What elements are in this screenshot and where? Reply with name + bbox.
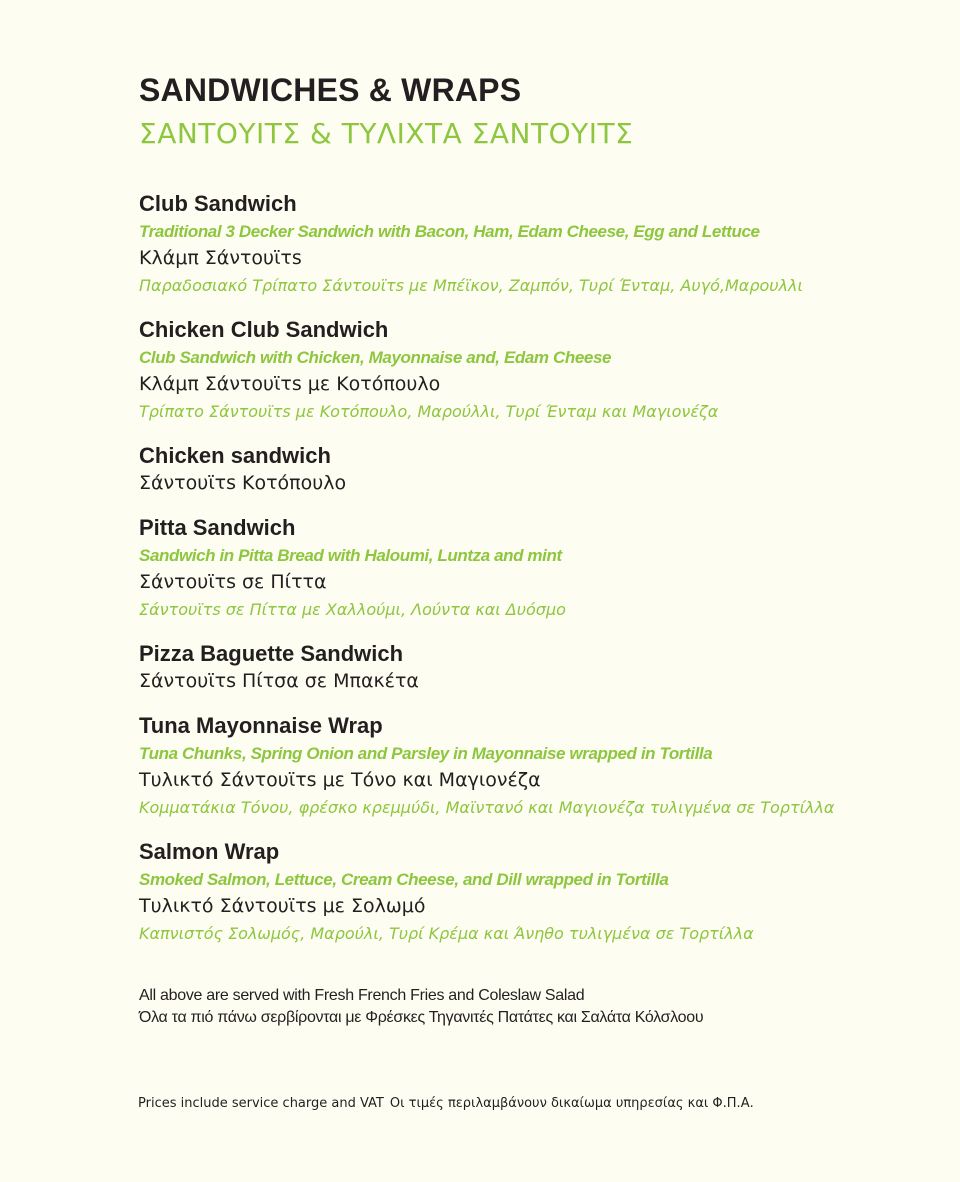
item-name-greek: Σάντουϊτs Πίτσα σε Μπακέτα [139, 670, 419, 692]
item-description: Club Sandwich with Chicken, Mayonnaise and, Edam Cheese [139, 348, 612, 367]
menu-items [139, 190, 939, 947]
item-description-greek: Σάντουϊτs σε Πίττα με Χαλλούμι, Λούντα και Δυόσμο [139, 600, 566, 619]
item-name: Chicken sandwich [139, 443, 331, 468]
item-description-greek: Κομματάκια Τόνου, φρέσκο κρεμμύδι, Μαϊντανό και Μαγιονέζα τυλιγμένα σε Τορτίλλα [139, 798, 835, 817]
page-title: SANDWICHES & WRAPS [139, 72, 522, 108]
served-with-note-english: All above are served with Fresh French Fries and Coleslaw Salad [139, 987, 585, 1004]
item-name: Pitta Sandwich [139, 515, 296, 540]
item-name-greek: Σάντουϊτs Κοτόπουλο [139, 472, 347, 494]
page-title-greek: ΣΑΝΤΟΥΙΤΣ & ΤΥΛΙΧΤΑ ΣΑΝΤΟΥΙΤΣ [139, 117, 634, 150]
menu-item [139, 442, 939, 497]
item-name-greek: Τυλικτό Σάντουϊτs με Τόνο και Μαγιονέζα [139, 769, 541, 791]
menu-item [139, 712, 939, 821]
menu-item [139, 190, 939, 299]
item-description-greek: Τρίπατο Σάντουϊτs με Κοτόπουλο, Μαρούλλι, Τυρί Ένταμ και Μαγιονέζα [139, 402, 719, 421]
item-name: Salmon Wrap [139, 839, 280, 864]
prices-note-greek: Οι τιμές περιλαμβάνουν δικαίωμα υπηρεσίας και Φ.Π.Α. [389, 1096, 754, 1111]
item-description: Sandwich in Pitta Bread with Haloumi, Luntza and mint [139, 546, 562, 565]
item-name: Pizza Baguette Sandwich [139, 641, 404, 666]
item-description: Smoked Salmon, Lettuce, Cream Cheese, and Dill wrapped in Tortilla [139, 870, 669, 889]
item-name-greek: Τυλικτό Σάντουϊτs με Σολωμό [139, 895, 426, 917]
item-description-greek: Παραδοσιακό Τρίπατο Σάντουϊτs με Μπέϊκον, Ζαμπόν, Τυρί Ένταμ, Αυγό,Μαρουλλι [139, 276, 803, 295]
menu-item [139, 838, 939, 947]
prices-note [138, 1095, 754, 1113]
item-name: Chicken Club Sandwich [139, 317, 389, 342]
item-name: Club Sandwich [139, 191, 297, 216]
item-name-greek: Κλάμπ Σάντουϊτs [139, 247, 302, 269]
item-name-greek: Σάντουϊτs σε Πίττα [139, 571, 327, 593]
served-with-note-greek: Όλα τα πιό πάνω σερβίρονται με Φρέσκες Τηγανιτές Πατάτες και Σαλάτα Κόλσλοου [139, 1009, 704, 1026]
menu-page [139, 70, 939, 1029]
menu-item [139, 514, 939, 623]
item-name: Tuna Mayonnaise Wrap [139, 713, 383, 738]
menu-item [139, 316, 939, 425]
item-name-greek: Κλάμπ Σάντουϊτs με Κοτόπουλο [139, 373, 441, 395]
prices-note-english: Prices include service charge and VAT [138, 1096, 384, 1111]
item-description-greek: Καπνιστός Σολωμός, Μαρούλι, Τυρί Κρέμα και Άνηθο τυλιγμένα σε Τορτίλλα [139, 924, 754, 943]
served-with-note [139, 985, 939, 1029]
menu-item [139, 640, 939, 695]
item-description: Tuna Chunks, Spring Onion and Parsley in Mayonnaise wrapped in Tortilla [139, 744, 713, 763]
item-description: Traditional 3 Decker Sandwich with Bacon, Ham, Edam Cheese, Egg and Lettuce [139, 222, 760, 241]
